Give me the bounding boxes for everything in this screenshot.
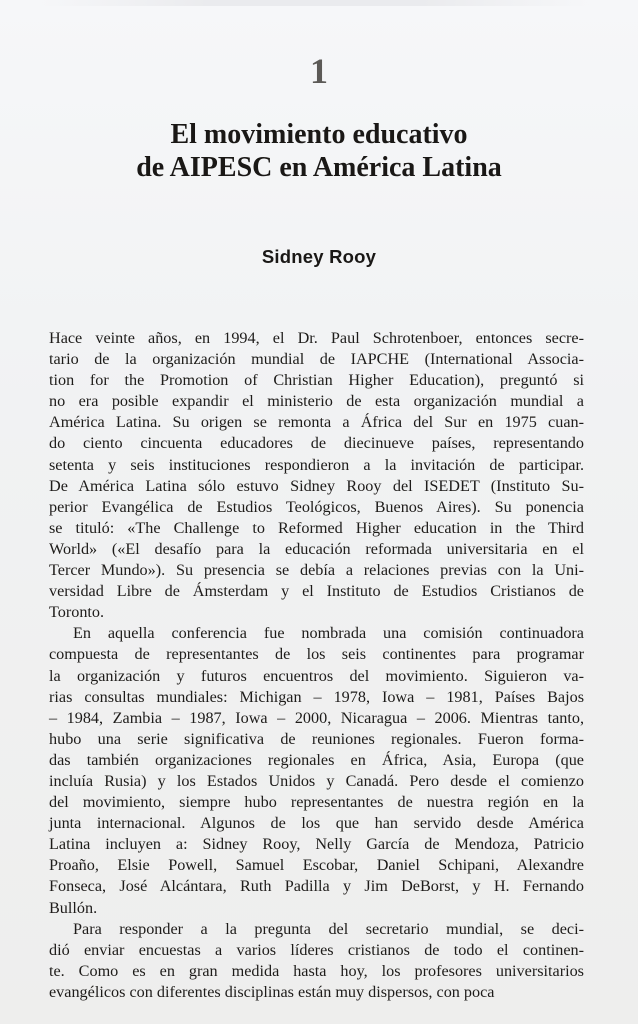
text-line: tario de la organización mundial de IAPCHE (International Associa- xyxy=(49,350,584,369)
text-line: versidad Libre de Ámsterdam y el Instituto de Estudios Cristianos de xyxy=(49,582,584,601)
text-line: Para responder a la pregunta del secretario mundial, se deci- xyxy=(73,919,584,938)
paragraph xyxy=(49,919,584,1003)
paragraph xyxy=(49,623,584,918)
author-name: Sidney Rooy xyxy=(261,246,377,267)
chapter-title xyxy=(0,118,638,184)
text-line: Toronto. xyxy=(49,603,105,622)
text-line: das también organizaciones regionales en África, Asia, Europa (que xyxy=(49,750,584,769)
text-line: setenta y seis instituciones respondieron a la invitación de participar. xyxy=(49,455,584,474)
chapter-number: 1 xyxy=(310,51,328,91)
text-line: del movimiento, siempre hubo representantes de nuestra región en la xyxy=(49,793,584,812)
text-line: incluía Rusia) y los Estados Unidos y Canadá. Pero desde el comienzo xyxy=(49,771,584,790)
paragraph xyxy=(49,328,584,623)
text-line: En aquella conferencia fue nombrada una comisión continuadora xyxy=(73,624,584,643)
text-line: no era posible expandir el ministerio de esta organización mundial a xyxy=(49,392,584,411)
text-line: De América Latina sólo estuvo Sidney Rooy del ISEDET (Instituto Su- xyxy=(49,476,584,495)
text-line: perior Evangélica de Estudios Teológicos, Buenos Aires). Su ponencia xyxy=(49,497,584,516)
chapter-title-line: de AIPESC en América Latina xyxy=(136,152,502,183)
chapter-title-line: El movimiento educativo xyxy=(170,119,468,150)
text-line: World» («El desafío para la educación reformada universitaria en el xyxy=(49,539,584,558)
text-line: rias consultas mundiales: Michigan – 1978, Iowa – 1981, Países Bajos xyxy=(49,687,584,706)
text-line: Proaño, Elsie Powell, Samuel Escobar, Daniel Schipani, Alexandre xyxy=(49,856,584,875)
text-line: compuesta de representantes de los seis continentes para programar xyxy=(49,645,584,664)
text-line: junta internacional. Algunos de los que han servido desde América xyxy=(49,814,584,833)
text-line: la organización y futuros encuentros del movimiento. Siguieron va- xyxy=(49,666,584,685)
bleed-through-shadow xyxy=(40,0,590,6)
text-line: do ciento cincuenta educadores de diecinueve países, representando xyxy=(49,434,584,453)
text-line: te. Como es en gran medida hasta hoy, los profesores universitarios xyxy=(49,961,584,980)
text-line: tion for the Promotion of Christian Higher Education), preguntó si xyxy=(49,371,584,390)
text-line: hubo una serie significativa de reuniones regionales. Fueron forma- xyxy=(49,729,584,748)
text-line: Tercer Mundo»). Su presencia se debía a relaciones previas con la Uni- xyxy=(49,561,584,580)
text-line: América Latina. Su origen se remonta a África del Sur en 1975 cuan- xyxy=(49,413,584,432)
text-line: dió enviar encuestas a varios líderes cristianos de todo el continen- xyxy=(49,940,584,959)
text-line: Hace veinte años, en 1994, el Dr. Paul Schrotenboer, entonces secre- xyxy=(49,329,584,347)
text-line: Bullón. xyxy=(49,898,98,917)
text-line: se tituló: «The Challenge to Reformed Higher education in the Third xyxy=(49,518,584,537)
text-line: Latina incluyen a: Sidney Rooy, Nelly García de Mendoza, Patricio xyxy=(49,835,584,854)
text-line: – 1984, Zambia – 1987, Iowa – 2000, Nicaragua – 2006. Mientras tanto, xyxy=(49,708,584,727)
body-text xyxy=(49,328,584,1003)
text-line: evangélicos con diferentes disciplinas están muy dispersos, con poca xyxy=(49,982,495,1001)
text-line: Fonseca, José Alcántara, Ruth Padilla y Jim DeBorst, y H. Fernando xyxy=(49,877,584,896)
